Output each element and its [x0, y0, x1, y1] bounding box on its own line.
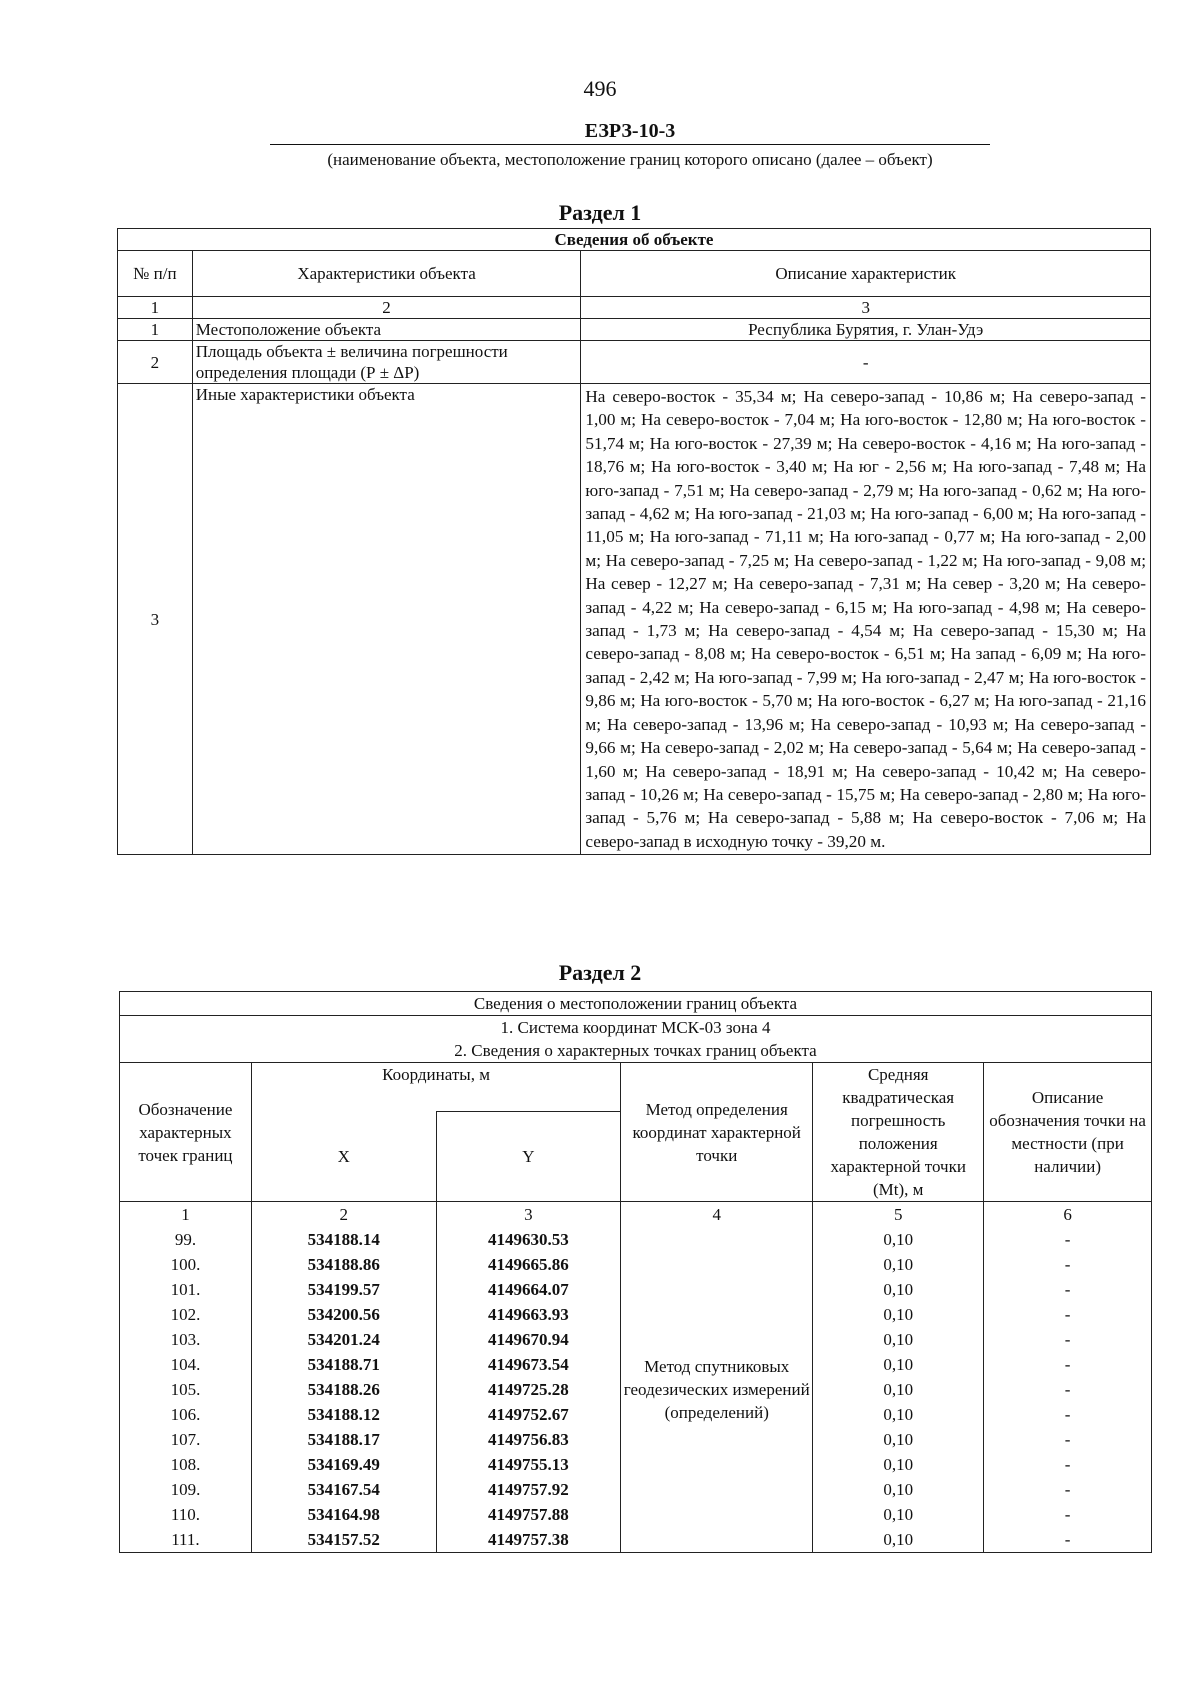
point-error: 0,10	[813, 1427, 984, 1452]
boundary-points-table	[119, 991, 1152, 1553]
point-id: 99.	[120, 1227, 252, 1252]
point-error: 0,10	[813, 1377, 984, 1402]
row-characteristic: Иные характеристики объекта	[192, 384, 581, 855]
header-num: № п/п	[118, 251, 193, 297]
header-characteristics: Характеристики объекта	[192, 251, 581, 297]
col-number: 4	[621, 1202, 813, 1228]
point-id: 105.	[120, 1377, 252, 1402]
point-id: 107.	[120, 1427, 252, 1452]
point-y: 4149664.07	[436, 1277, 621, 1302]
col-number: 6	[984, 1202, 1152, 1228]
point-description: -	[984, 1277, 1152, 1302]
point-error: 0,10	[813, 1402, 984, 1427]
row-characteristic: Площадь объекта ± величина погрешности определения площади (Р ± ΔР)	[192, 341, 581, 384]
point-y: 4149665.86	[436, 1252, 621, 1277]
point-description: -	[984, 1227, 1152, 1252]
point-x: 534169.49	[251, 1452, 436, 1477]
point-description: -	[984, 1452, 1152, 1477]
table-header-row	[118, 251, 1151, 297]
point-id: 100.	[120, 1252, 252, 1277]
header-coordinates: Координаты, м	[251, 1063, 620, 1112]
object-name: ЕЗРЗ-10-3	[270, 120, 990, 145]
point-x: 534201.24	[251, 1327, 436, 1352]
point-description: -	[984, 1477, 1152, 1502]
row-characteristic: Местоположение объекта	[192, 319, 581, 341]
col-number: 3	[581, 297, 1151, 319]
row-num: 1	[118, 319, 193, 341]
section2-title: Раздел 2	[558, 960, 642, 985]
point-id: 110.	[120, 1502, 252, 1527]
point-description: -	[984, 1527, 1152, 1553]
point-y: 4149757.88	[436, 1502, 621, 1527]
row-num: 3	[118, 384, 193, 855]
point-y: 4149755.13	[436, 1452, 621, 1477]
point-id: 111.	[120, 1527, 252, 1553]
point-y: 4149757.92	[436, 1477, 621, 1502]
point-x: 534157.52	[251, 1527, 436, 1553]
point-id: 109.	[120, 1477, 252, 1502]
column-number-row	[120, 1202, 1152, 1228]
point-y: 4149670.94	[436, 1327, 621, 1352]
table-row	[118, 384, 1151, 855]
table2-title: Сведения о местоположении границ объекта	[120, 992, 1152, 1016]
point-id: 103.	[120, 1327, 252, 1352]
point-error: 0,10	[813, 1327, 984, 1352]
point-y: 4149673.54	[436, 1352, 621, 1377]
header-description: Описание характеристик	[581, 251, 1151, 297]
table-subtitle-row	[120, 1039, 1152, 1063]
point-id: 102.	[120, 1302, 252, 1327]
table-subtitle-row	[120, 1016, 1152, 1040]
point-id: 106.	[120, 1402, 252, 1427]
point-y: 4149663.93	[436, 1302, 621, 1327]
point-error: 0,10	[813, 1352, 984, 1377]
point-error: 0,10	[813, 1277, 984, 1302]
point-description: -	[984, 1502, 1152, 1527]
table-title-row	[120, 992, 1152, 1016]
page-number: 496	[583, 76, 617, 101]
object-caption: (наименование объекта, местоположение границ которого описано (далее – объект)	[327, 150, 933, 169]
row-num: 2	[118, 341, 193, 384]
point-error: 0,10	[813, 1302, 984, 1327]
header-x: X	[251, 1112, 436, 1202]
header-point-desc: Описание обозначения точки на местности (при наличии)	[984, 1063, 1152, 1202]
point-description: -	[984, 1402, 1152, 1427]
point-x: 534188.12	[251, 1402, 436, 1427]
point-y: 4149757.38	[436, 1527, 621, 1553]
point-id: 101.	[120, 1277, 252, 1302]
header-method: Метод определения координат характерной точки	[621, 1063, 813, 1202]
point-description: -	[984, 1427, 1152, 1452]
col-number: 1	[118, 297, 193, 319]
point-x: 534188.26	[251, 1377, 436, 1402]
point-x: 534167.54	[251, 1477, 436, 1502]
column-number-row	[118, 297, 1151, 319]
point-description: -	[984, 1302, 1152, 1327]
point-description: -	[984, 1377, 1152, 1402]
point-error: 0,10	[813, 1252, 984, 1277]
method-value: Метод спутниковых геодезических измерений (определений)	[621, 1227, 813, 1553]
col-number: 2	[192, 297, 581, 319]
table-row	[118, 319, 1151, 341]
col-number: 2	[251, 1202, 436, 1228]
point-error: 0,10	[813, 1452, 984, 1477]
point-y: 4149756.83	[436, 1427, 621, 1452]
row-description: На северо-восток - 35,34 м; На северо-запад - 10,86 м; На северо-запад - 1,00 м; На северо-восток - 7,04 м; На юго-восток - 12,80 м; На юго-восток - 51,74 м; На юго-восток - 27,39 м; На северо-восток - 4,16 м; На юго-запад - 18,76 м; На юго-восток - 3,40 м; На юг - 2,56 м; На юго-запад - 7,48 м; На юго-запад - 7,51 м; На северо-запад - 2,79 м; На юго-запад - 0,62 м; На юго-запад - 4,62 м; На юго-запад - 21,03 м; На юго-запад - 6,00 м; На юго-запад - 11,05 м; На юго-запад - 71,11 м; На юго-запад - 0,77 м; На юго-запад - 2,00 м; На северо-запад - 7,25 м; На северо-запад - 1,22 м; На юго-запад - 9,08 м; На север - 12,27 м; На северо-запад - 7,31 м; На север - 3,20 м; На северо-запад - 4,22 м; На северо-запад - 6,15 м; На юго-запад - 4,98 м; На северо-запад - 1,73 м; На северо-запад - 4,54 м; На северо-запад - 15,30 м; На северо-запад - 8,08 м; На северо-восток - 6,51 м; На запад - 6,09 м; На юго-запад - 2,42 м; На юго-запад - 7,99 м; На юго-запад - 2,47 м; На юго-восток - 9,86 м; На юго-восток - 5,70 м; На юго-восток - 6,27 м; На юго-запад - 21,16 м; На северо-запад - 13,96 м; На северо-запад - 10,93 м; На северо-запад - 9,66 м; На северо-запад - 2,02 м; На северо-запад - 5,64 м; На северо-запад - 1,60 м; На северо-запад - 18,91 м; На северо-запад - 10,42 м; На северо-запад - 10,26 м; На северо-запад - 15,75 м; На северо-запад - 2,80 м; На юго-запад - 5,76 м; На северо-запад - 5,88 м; На северо-восток - 7,06 м; На северо-запад в исходную точку - 39,20 м.	[581, 384, 1151, 855]
section1-title: Раздел 1	[558, 200, 642, 225]
row-description: -	[581, 341, 1151, 384]
point-x: 534188.14	[251, 1227, 436, 1252]
coordinate-system: 1. Система координат МСК-03 зона 4	[120, 1016, 1152, 1040]
object-info-table	[117, 228, 1151, 855]
table1-title: Сведения об объекте	[118, 229, 1151, 251]
col-number: 1	[120, 1202, 252, 1228]
header-y: Y	[436, 1112, 621, 1202]
point-y: 4149752.67	[436, 1402, 621, 1427]
point-x: 534164.98	[251, 1502, 436, 1527]
point-x: 534199.57	[251, 1277, 436, 1302]
point-id: 104.	[120, 1352, 252, 1377]
table-title-row	[118, 229, 1151, 251]
header-error: Средняя квадратическая погрешность положения характерной точки (Mt), м	[813, 1063, 984, 1202]
point-id: 108.	[120, 1452, 252, 1477]
table-header-row	[120, 1063, 1152, 1112]
col-number: 5	[813, 1202, 984, 1228]
table-row	[118, 341, 1151, 384]
header-designation: Обозначение характерных точек границ	[120, 1063, 252, 1202]
point-x: 534188.71	[251, 1352, 436, 1377]
point-error: 0,10	[813, 1477, 984, 1502]
point-description: -	[984, 1252, 1152, 1277]
point-error: 0,10	[813, 1227, 984, 1252]
point-error: 0,10	[813, 1527, 984, 1553]
point-y: 4149725.28	[436, 1377, 621, 1402]
points-subtitle: 2. Сведения о характерных точках границ объекта	[120, 1039, 1152, 1063]
point-error: 0,10	[813, 1502, 984, 1527]
point-x: 534188.17	[251, 1427, 436, 1452]
row-description: Республика Бурятия, г. Улан-Удэ	[581, 319, 1151, 341]
table-row	[120, 1227, 1152, 1252]
point-description: -	[984, 1327, 1152, 1352]
point-description: -	[984, 1352, 1152, 1377]
point-x: 534188.86	[251, 1252, 436, 1277]
col-number: 3	[436, 1202, 621, 1228]
point-y: 4149630.53	[436, 1227, 621, 1252]
point-x: 534200.56	[251, 1302, 436, 1327]
